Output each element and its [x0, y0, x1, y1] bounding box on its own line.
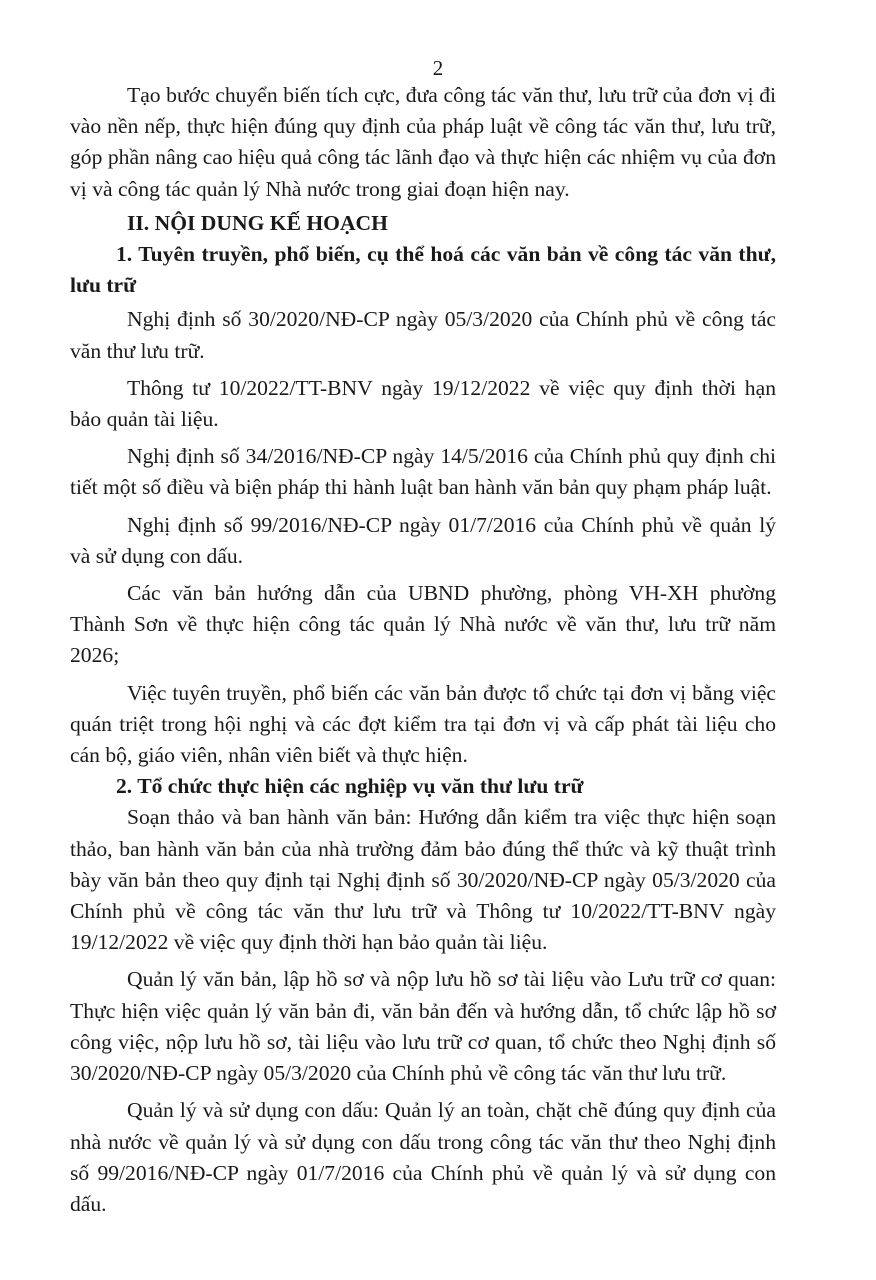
- subsection-2-heading: 2. Tổ chức thực hiện các nghiệp vụ văn thư lưu trữ: [116, 774, 584, 799]
- paragraph-dissemination: Việc tuyên truyền, phổ biến các văn bản được tổ chức tại đơn vị bằng việc quán triệt trong hội nghị và các đợt kiểm tra tại đơn vị và cấp phát tài liệu cho cán bộ, giáo viên, nhân viên biết và thực hiện.: [70, 680, 776, 768]
- subsection-1-heading: 1. Tuyên truyền, phổ biến, cụ thể hoá các văn bản về công tác văn thư, lưu trữ: [70, 242, 776, 298]
- paragraph-drafting: Soạn thảo và ban hành văn bản: Hướng dẫn kiểm tra việc thực hiện soạn thảo, ban hành văn bản của nhà trường đảm bảo đúng thể thức và kỹ thuật trình bày văn bản theo quy định tại Nghị định số 30/2020/NĐ-CP ngày 05/3/2020 của Chính phủ về công tác văn thư lưu trữ và Thông tư 10/2022/TT-BNV ngày 19/12/2022 về việc quy định thời hạn bảo quản tài liệu.: [70, 805, 776, 955]
- intro-paragraph: Tạo bước chuyển biến tích cực, đưa công tác văn thư, lưu trữ của đơn vị đi vào nền nếp, thực hiện đúng quy định của pháp luật về công tác văn thư, lưu trữ, góp phần nâng cao hiệu quả công tác lãnh đạo và thực hiện các nhiệm vụ của đơn vị và công tác quản lý Nhà nước trong giai đoạn hiện nay.: [70, 83, 776, 201]
- paragraph-decree-30: Nghị định số 30/2020/NĐ-CP ngày 05/3/2020 của Chính phủ về công tác văn thư lưu trữ.: [70, 307, 776, 363]
- paragraph-guidance-docs: Các văn bản hướng dẫn của UBND phường, phòng VH-XH phường Thành Sơn về thực hiện công tác quản lý Nhà nước về văn thư, lưu trữ năm 2026;: [70, 581, 776, 668]
- section-heading: II. NỘI DUNG KẾ HOẠCH: [127, 210, 388, 235]
- page-number: 2: [432, 56, 444, 80]
- paragraph-decree-99: Nghị định số 99/2016/NĐ-CP ngày 01/7/2016 của Chính phủ về quản lý và sử dụng con dấu.: [70, 512, 776, 568]
- paragraph-seal-management: Quản lý và sử dụng con dấu: Quản lý an toàn, chặt chẽ đúng quy định của nhà nước về quản lý và sử dụng con dấu trong công tác văn thư theo Nghị định số 99/2016/NĐ-CP ngày 01/7/2016 của Chính phủ về quản lý và sử dụng con dấu.: [70, 1098, 776, 1216]
- document-body: [70, 80, 776, 1220]
- paragraph-circular-10: Thông tư 10/2022/TT-BNV ngày 19/12/2022 về việc quy định thời hạn bảo quản tài liệu.: [70, 375, 776, 432]
- paragraph-records-management: Quản lý văn bản, lập hồ sơ và nộp lưu hồ sơ tài liệu vào Lưu trữ cơ quan: Thực hiện việc quản lý văn bản đi, văn bản đến và hướng dẫn, tổ chức lập hồ sơ công việc, nộp lưu hồ sơ, tài liệu vào lưu trữ cơ quan, tổ chức theo Nghị định số 30/2020/NĐ-CP ngày 05/3/2020 của Chính phủ về công tác văn thư lưu trữ.: [70, 967, 776, 1086]
- paragraph-decree-34: Nghị định số 34/2016/NĐ-CP ngày 14/5/2016 của Chính phủ quy định chi tiết một số điều và biện pháp thi hành luật ban hành văn bản quy phạm pháp luật.: [70, 444, 776, 500]
